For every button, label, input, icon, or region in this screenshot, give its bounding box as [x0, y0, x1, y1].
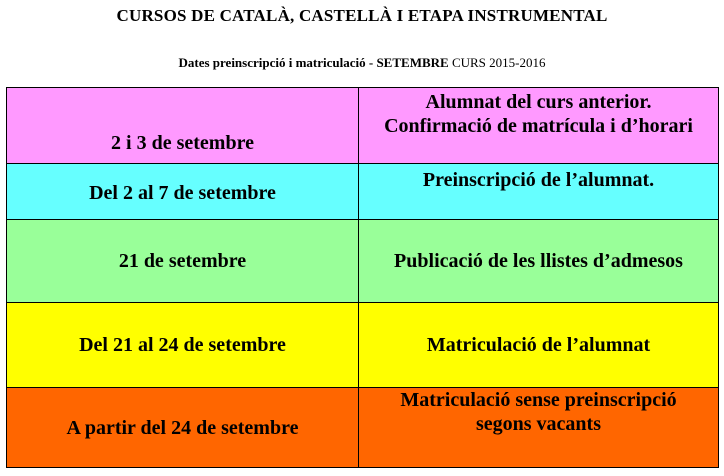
schedule-row — [7, 164, 719, 220]
schedule-table — [6, 87, 719, 468]
description-line: Matriculació sense preinscripció — [400, 389, 677, 411]
description-line: Preinscripció de l’alumnat. — [422, 169, 655, 191]
schedule-row — [7, 220, 719, 303]
document-subtitle — [0, 55, 724, 71]
description-cell — [359, 303, 719, 388]
subtitle-dates-label: Dates preinscripció i matriculació - SETEMBRE — [178, 55, 449, 70]
document-title: CURSOS DE CATALÀ, CASTELLÀ I ETAPA INSTRUMENTAL — [116, 6, 608, 25]
schedule-row — [7, 388, 719, 468]
date-text: A partir del 24 de setembre — [66, 416, 299, 439]
description-line: Alumnat del curs anterior. — [425, 91, 652, 113]
date-cell — [7, 388, 359, 468]
date-cell — [7, 303, 359, 388]
date-text: Del 2 al 7 de setembre — [89, 181, 276, 204]
description-cell — [359, 88, 719, 164]
description-line: Confirmació de matrícula i d’horari — [384, 115, 693, 137]
date-text: Del 21 al 24 de setembre — [79, 334, 286, 356]
description-cell — [359, 388, 719, 468]
date-text: 21 de setembre — [118, 250, 247, 272]
date-cell — [7, 220, 359, 303]
date-cell — [7, 164, 359, 220]
description-cell — [359, 164, 719, 220]
date-cell — [7, 88, 359, 164]
subtitle-course-year: CURS 2015-2016 — [448, 55, 546, 70]
schedule-row — [7, 88, 719, 164]
description-cell — [359, 220, 719, 303]
description-line: Publicació de les llistes d’admesos — [394, 250, 683, 272]
date-text: 2 i 3 de setembre — [111, 132, 254, 154]
description-line: Matriculació de l’alumnat — [426, 334, 651, 356]
description-line: segons vacants — [475, 413, 601, 435]
schedule-row — [7, 303, 719, 388]
